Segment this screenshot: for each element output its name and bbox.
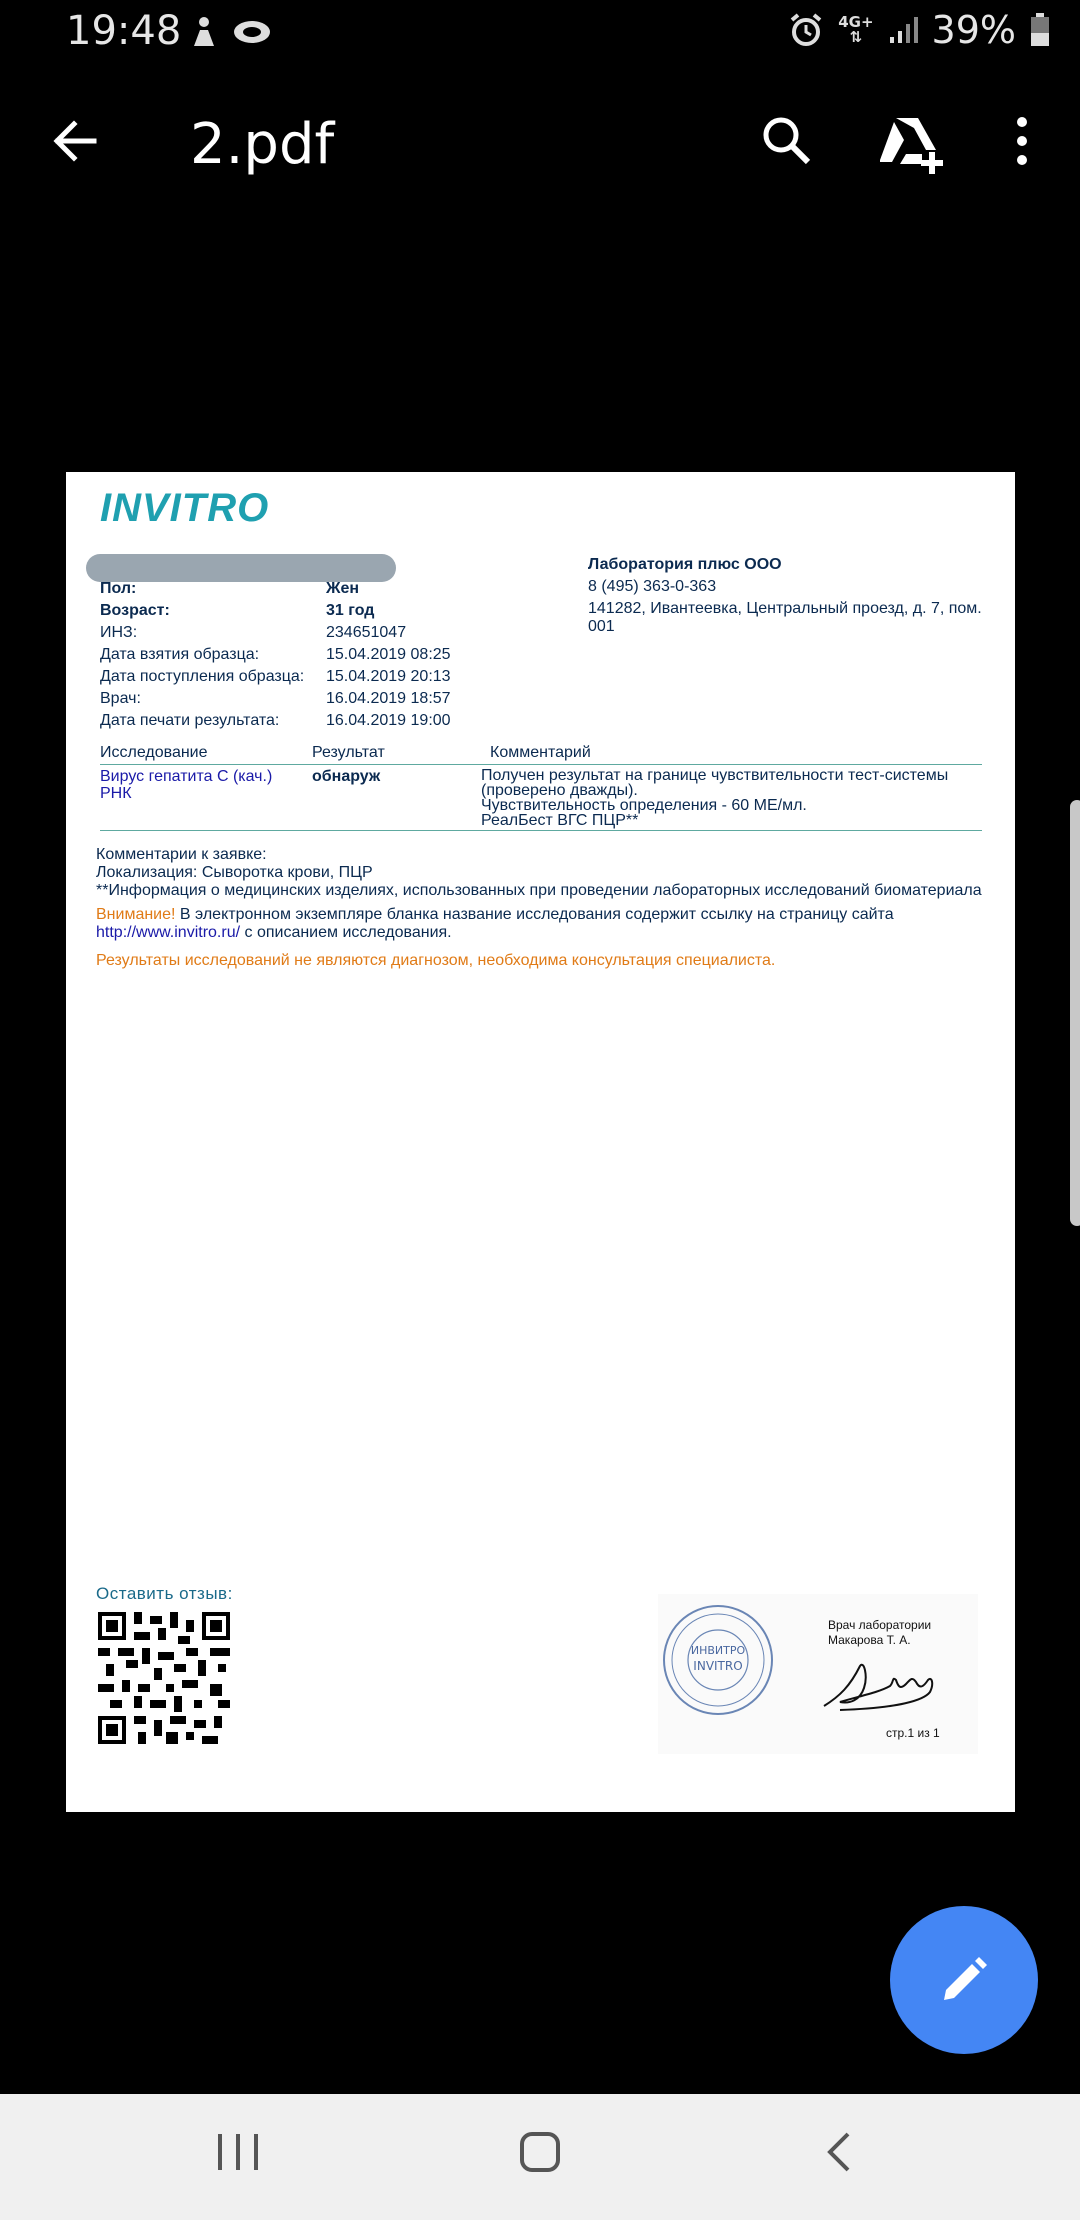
header-comment: Комментарий	[490, 744, 591, 761]
patient-row-inz: ИНЗ: 234651047	[100, 624, 407, 641]
recent-apps-button[interactable]	[208, 2122, 268, 2182]
disclaimer: Результаты исследований не являются диагнозом, необходима консультация специалиста.	[96, 952, 776, 969]
feedback-label: Оставить отзыв:	[96, 1584, 233, 1603]
patient-row-receipt-date: Дата поступления образца: 15.04.2019 20:13	[100, 668, 451, 685]
comments-heading: Комментарии к заявке:	[96, 846, 267, 863]
comments-localization: Локализация: Сыворотка крови, ПЦР	[96, 864, 373, 881]
status-notification-icons	[186, 14, 276, 55]
add-to-drive-button[interactable]	[874, 106, 950, 176]
edit-fab-button[interactable]	[890, 1906, 1038, 2054]
patient-row-sample-date: Дата взятия образца: 15.04.2019 08:25	[100, 646, 451, 663]
app-bar	[0, 68, 1080, 208]
invitro-link[interactable]: http://www.invitro.ru/	[96, 924, 241, 941]
alarm-icon	[788, 12, 824, 48]
signal-icon	[888, 15, 918, 45]
patient-row-age: Возраст: 31 год	[100, 602, 375, 619]
qr-code-icon	[98, 1612, 230, 1744]
comments-info: **Информация о медицинских изделиях, использованных при проведении лабораторных исследований биоматериала	[96, 882, 982, 899]
nav-back-button[interactable]	[810, 2122, 870, 2182]
doctor-info	[828, 1618, 931, 1648]
patient-row-doctor: Врач: 16.04.2019 18:57	[100, 690, 451, 707]
stamp-text-top: ИНВИТРО	[690, 1644, 746, 1657]
lab-address: 141282, Ивантеевка, Центральный проезд, д. 7, пом. 001	[588, 600, 982, 635]
file-title: 2.pdf	[190, 112, 335, 177]
header-result: Результат	[312, 744, 385, 761]
attention-note	[96, 906, 996, 942]
invitro-logo: INVITRO	[100, 486, 270, 530]
doctor-name: Макарова Т. А.	[828, 1633, 911, 1647]
more-options-button[interactable]	[1000, 106, 1044, 176]
search-icon	[752, 106, 822, 176]
arrow-back-icon	[42, 106, 112, 176]
edit-pencil-icon	[934, 1950, 994, 2010]
link-suffix: с описанием исследования.	[240, 924, 452, 941]
lab-stamp-icon	[662, 1604, 774, 1716]
table-row	[100, 768, 982, 831]
cloud-icon	[234, 21, 270, 43]
results-header	[100, 744, 982, 765]
activity-icon	[194, 17, 214, 46]
header-test: Исследование	[100, 744, 208, 761]
signature-block	[658, 1594, 978, 1754]
patient-info	[100, 578, 451, 732]
page-number: стр.1 из 1	[886, 1726, 940, 1740]
signature-icon	[820, 1646, 940, 1716]
back-button[interactable]	[42, 106, 112, 176]
status-right	[788, 8, 1050, 52]
recent-apps-icon	[208, 2122, 268, 2182]
add-to-drive-icon	[874, 106, 950, 176]
pdf-page[interactable]	[66, 472, 1015, 1812]
attention-text: В электронном экземпляре бланка название исследования содержит ссылку на страницу сайта	[175, 906, 894, 923]
doctor-title: Врач лаборатории	[828, 1618, 932, 1632]
scrollbar-thumb[interactable]	[1070, 800, 1080, 1226]
lab-phone: 8 (495) 363-0-363	[588, 578, 717, 595]
order-comments	[96, 846, 996, 942]
patient-row-print-date: Дата печати результата: 16.04.2019 19:00	[100, 712, 451, 729]
status-bar	[0, 0, 1080, 68]
home-button[interactable]	[510, 2122, 570, 2182]
test-result: обнаруж	[312, 768, 381, 785]
battery-icon	[1030, 13, 1050, 47]
more-vert-icon	[1000, 106, 1044, 176]
status-time: 19:48	[66, 8, 182, 54]
lab-info	[588, 556, 988, 636]
stamp-text-main: INVITRO	[693, 1659, 743, 1673]
battery-percent: 39%	[931, 8, 1016, 52]
attention-label: Внимание!	[96, 906, 176, 923]
network-indicator: 4G+ ⇅	[838, 13, 874, 46]
patient-row-sex: Пол: Жен	[100, 580, 360, 597]
lab-name: Лаборатория плюс ООО	[588, 556, 782, 573]
test-comment: Получен результат на границе чувствительности тест-системы (проверено дважды). Чувствительность определения - 60 МЕ/мл. РеалБест ВГС ПЦР**	[481, 767, 949, 829]
test-name-link[interactable]: Вирус гепатита С (кач.) РНК	[100, 768, 273, 802]
navigation-bar	[0, 2094, 1080, 2220]
nav-back-icon	[810, 2122, 870, 2182]
search-button[interactable]	[752, 106, 822, 176]
home-icon	[510, 2122, 570, 2182]
